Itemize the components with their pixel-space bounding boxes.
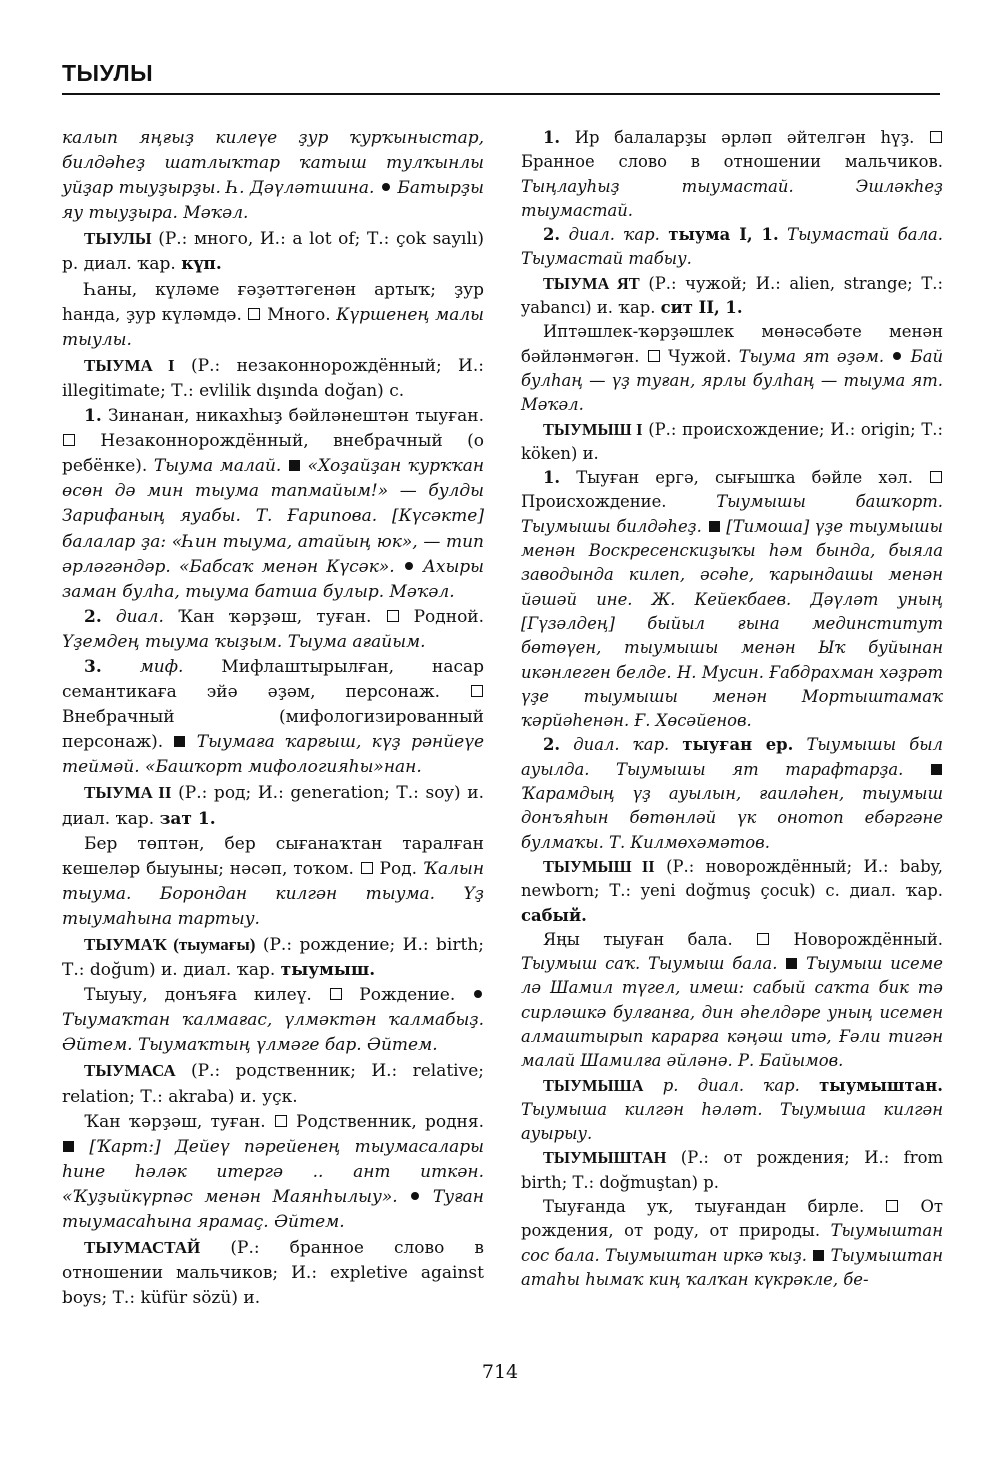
proverb-bullet-icon bbox=[411, 1192, 419, 1200]
cross-reference: тыума I, 1. bbox=[668, 225, 779, 245]
cross-reference: зат 1. bbox=[159, 808, 216, 829]
quote-text: [Тимоша] үҙе тыумышы менән Воскресенскиҙыҡы һәм бында, быяла заводында килеп, әсәһе, ҡарындашы менән йәшәй ине. Ж. Кейекбаев. Дәүләт уның [Гүзәлдең] быйыл ғына мединститут бөтөүен, тыумышы менән Ыҡ буйынан икәнлеген белде. Н. Мусин. Ғабдрахман хәҙрәт үҙе тыумышы менән Мортыштамаҡ ҡәрйәһенән. Ғ. Хөсәйенов. bbox=[521, 516, 943, 731]
entry-tyuma-1 bbox=[62, 353, 484, 404]
definition-text: Зинанан, никахһыҙ бәйләнештән тыуған. bbox=[107, 406, 484, 427]
russian-equivalent: Внебрачный (мифологизированный персонаж). bbox=[62, 707, 484, 753]
entry-tyumysh-2 bbox=[521, 855, 943, 928]
right-column bbox=[521, 126, 943, 1292]
russian-equivalent: Происхождение. bbox=[521, 492, 667, 512]
definition-text: Яңы тыуған бала. bbox=[543, 929, 733, 949]
proverb-bullet-icon bbox=[893, 352, 901, 360]
cross-reference: тыумыштан. bbox=[819, 1075, 943, 1095]
proverb-bullet-icon bbox=[405, 562, 413, 570]
translation-marker-icon bbox=[248, 308, 260, 320]
translation-marker-icon bbox=[930, 471, 942, 483]
quote-text: Тыумыштан атаһы һымаҡ киң ҡалҡан күкрәкле, бе- bbox=[521, 1245, 943, 1289]
entry-tyuly bbox=[62, 226, 484, 277]
headword: ТЫУМЫШ I bbox=[543, 419, 643, 439]
proverb-text: Ахыры заман булһа, тыума батша булыр. Мәҡәл. bbox=[62, 556, 485, 602]
quotation-marker-icon bbox=[174, 736, 185, 747]
translation-marker-icon bbox=[330, 988, 342, 1000]
proverb-text: Батырҙы яу тыуҙыра. Мәҡәл. bbox=[62, 178, 485, 224]
quotation-marker-icon bbox=[786, 958, 797, 969]
translation-marker-icon bbox=[930, 131, 942, 143]
russian-equivalent: От рождения, от роду, от природы. bbox=[521, 1197, 943, 1241]
example-text: Тыумыш саҡ. Тыумыш бала. bbox=[521, 954, 778, 974]
example-text: Тыума ят әҙәм. bbox=[738, 346, 885, 366]
sense-paragraph bbox=[521, 466, 943, 733]
headword: ТЫУЛЫ bbox=[84, 229, 152, 249]
entry-info: (Р.: происхождение; И.: origin; Т.: köken) и. bbox=[521, 419, 943, 463]
quotation-marker-icon bbox=[931, 764, 942, 775]
headword: ТЫУМА I bbox=[84, 355, 175, 375]
quotation-marker-icon bbox=[63, 1141, 74, 1152]
entry-info: (Р.: род; И.: generation; Т.: soy) и. диал. ҡар. bbox=[62, 783, 485, 829]
definition-paragraph bbox=[62, 278, 484, 353]
entry-info: (Р.: чужой; И.: alien, strange; Т.: yabancı) и. ҡар. bbox=[521, 273, 943, 318]
continued-entry bbox=[62, 126, 484, 226]
definition-paragraph bbox=[62, 832, 484, 932]
cross-reference: күп. bbox=[181, 254, 222, 275]
translation-marker-icon bbox=[471, 685, 483, 697]
proverb-text: Туған тыумасаһына ярамаҫ. Әйтем. bbox=[62, 1186, 484, 1233]
sense-number: 2. bbox=[543, 225, 561, 245]
cross-reference: сабый. bbox=[521, 905, 587, 925]
quote-text: калып яңғыҙ килеүе ҙур ҡурҡыныстар, билдәһеҙ шатлыҡтар ҡатыш тулҡынлы уйҙар тыуҙырҙы. Һ. Дәүләтшина. bbox=[62, 128, 484, 199]
quote-text: Тыумыш исеме лә Шамил түгел, имеш: сабый саҡта бик тә сирләшкә булғанға, дин әһелдәре уның исемен алмаштырып карарға кәңәш итә, Ғәли тигән малай Шамилға әйләнә. Р. Байымов. bbox=[521, 954, 943, 1071]
sense-number: 1. bbox=[543, 128, 561, 147]
sense-number: 1. bbox=[543, 468, 561, 488]
quotation-marker-icon bbox=[813, 1250, 824, 1261]
definition-paragraph bbox=[62, 983, 484, 1058]
definition-paragraph bbox=[521, 1195, 943, 1292]
definition-paragraph bbox=[521, 928, 943, 1074]
quote-text: Тыумаға ҡарғыш, күҙ рәнйеүе теймәй. «Башҡорт мифологияһы»нан. bbox=[62, 732, 485, 778]
usage-label: диал. ҡар. bbox=[573, 735, 670, 755]
headword: ТЫУМАСА bbox=[84, 1061, 176, 1081]
definition-text: Тыуғанда уҡ, тыуғандан бирле. bbox=[543, 1197, 865, 1217]
entry-info: (Р.: родственник; И.: relative; relation; Т.: akraba) и. уҫк. bbox=[62, 1061, 484, 1107]
translation-marker-icon bbox=[361, 862, 373, 874]
header-rule bbox=[62, 93, 940, 95]
usage-label: диал. bbox=[115, 606, 164, 627]
sense-number: 2. bbox=[84, 606, 102, 627]
russian-equivalent: Рождение. bbox=[359, 985, 456, 1006]
russian-equivalent: Родственник, родня. bbox=[296, 1111, 484, 1132]
entry-info: (Р.: незаконнорождённый; И.: illegitimate; Т.: evlilik dışında doğan) с. bbox=[62, 355, 484, 401]
sense-paragraph bbox=[521, 223, 943, 272]
entry-tyumak bbox=[62, 932, 484, 983]
definition-text: Ҡан ҡәрҙәш, туған. bbox=[84, 1111, 266, 1132]
definition-text: Тыуыу, донъяға килеү. bbox=[84, 985, 312, 1006]
headword: ТЫУМАҠ (тыумағы) bbox=[84, 935, 256, 954]
russian-equivalent: Род. bbox=[379, 858, 418, 879]
sense-paragraph bbox=[62, 605, 484, 655]
entry-info: (Р.: рождение; И.: birth; Т.: doğum) и. диал. ҡар. bbox=[62, 935, 485, 981]
entry-tyumasa bbox=[62, 1058, 484, 1109]
entry-info: (Р.: от рождения; И.: from birth; Т.: doğmuştan) р. bbox=[521, 1148, 943, 1192]
headword: ТЫУМАСТАЙ bbox=[84, 1238, 201, 1258]
entry-tyumastay bbox=[62, 1235, 484, 1311]
example-text: Тыумастай бала. Тыумастай табыу. bbox=[521, 225, 943, 269]
entry-tyumyshtan bbox=[521, 1146, 943, 1195]
sense-paragraph bbox=[521, 733, 943, 854]
quote-text: «Хоҙайҙан ҡурҡҡан өсөн дә мин тыума тапмайым!» — булды Зарифаның яуабы. Т. Ғарипова. [Күсәкте] балалар ҙа: «Һин тыума, атайың юк», — тип әрләгәндәр. «Бабсаҡ менән Күсәк». bbox=[62, 456, 485, 577]
definition-text: Тыуған ергә, сығышҡа бәйле хәл. bbox=[576, 468, 913, 488]
entry-tyumysh-1 bbox=[521, 418, 943, 467]
russian-equivalent: Новорождённый. bbox=[793, 929, 943, 949]
russian-equivalent: Родной. bbox=[413, 606, 485, 627]
entry-tyumysha bbox=[521, 1074, 943, 1147]
entry-info: р. диал. ҡар. bbox=[662, 1075, 800, 1095]
sense-paragraph bbox=[521, 126, 943, 223]
definition-paragraph bbox=[62, 1110, 484, 1235]
definition-text: Бер төптән, бер сығанаҡтан таралған кешеләр быуыны; нәсәп, тоҡом. bbox=[62, 833, 484, 879]
translation-marker-icon bbox=[648, 350, 660, 362]
quote-text: [Ҡарт:] Дейеү пәрейенең тыумасалары һине һәләк итергә .. ант иткән. «Ҡуҙыйкүрпәс менән Маянһылыу». bbox=[62, 1136, 484, 1207]
proverb-text: Бай булһаң — үҙ туған, ярлы булһаң — тыума ят. Мәҡәл. bbox=[521, 346, 944, 415]
headword: ТЫУМА ЯТ bbox=[543, 273, 640, 293]
example-text: Тыума малай. bbox=[153, 456, 282, 477]
usage-label: диал. ҡар. bbox=[568, 225, 660, 245]
definition-text: Ҡан ҡәрҙәш, туған. bbox=[178, 606, 372, 627]
headword: ТЫУМЫШТАН bbox=[543, 1148, 667, 1168]
proverb-bullet-icon bbox=[382, 183, 390, 191]
translation-marker-icon bbox=[275, 1115, 287, 1127]
quote-text: Ҡарамдың үҙ ауылын, ғаиләһен, тыумыш донъяһын бөтөнләй үк онотоп ебәргәне булмаҡы. Т. Килмөхәмәтов. bbox=[521, 784, 943, 852]
example-text: Ҡалын тыума. Борондан килгән тыума. Үҙ тыумаһына тартыу. bbox=[62, 858, 485, 929]
example-text: Тыңлауһыҙ тыумастай. Эшләкһеҙ тыумастай. bbox=[521, 176, 943, 220]
left-column bbox=[62, 126, 484, 1311]
proverb-text: Тыумаҡтан ҡалмағас, үлмәктән ҡалмабыҙ. Әйтем. Тыумаҡтың үлмәге бар. Әйтем. bbox=[62, 1010, 484, 1056]
definition-text: Иптәшлек-ҡәрҙәшлек мөнәсәбәте менән бәйләнмәгән. bbox=[521, 322, 943, 366]
definition-text: Һаны, күләме ғәҙәттәгенән артыҡ; ҙур һанда, ҙур күләмдә. bbox=[62, 279, 484, 325]
sense-paragraph bbox=[62, 404, 484, 605]
example-text: Күршенең малы тыулы. bbox=[62, 304, 485, 350]
entry-tyuma-yat bbox=[521, 272, 943, 321]
entry-tyuma-2 bbox=[62, 780, 484, 831]
translation-marker-icon bbox=[757, 933, 769, 945]
cross-reference: тыуған ер. bbox=[682, 735, 794, 755]
page-number: 714 bbox=[481, 1361, 519, 1383]
entry-info: (Р.: бранное слово в отношении мальчиков; И.: expletive against boys; Т.: küfür sözü) и. bbox=[62, 1238, 485, 1309]
sense-number: 1. bbox=[84, 406, 102, 427]
headword: ТЫУМА II bbox=[84, 783, 172, 803]
sense-number: 2. bbox=[543, 735, 561, 755]
sense-paragraph bbox=[62, 655, 484, 780]
example-text: Тыумыша килгән һәләт. Тыумыша килгән ауырыу. bbox=[521, 1099, 943, 1144]
translation-marker-icon bbox=[63, 434, 75, 446]
russian-equivalent: Незаконнорождённый, внебрачный (о ребёнке). bbox=[62, 431, 485, 477]
translation-marker-icon bbox=[886, 1200, 898, 1212]
definition-paragraph bbox=[521, 320, 943, 417]
proverb-bullet-icon bbox=[474, 990, 482, 998]
example-text: Тыумышы башҡорт. Тыумышы билдәһеҙ. bbox=[521, 492, 943, 536]
russian-equivalent: Много. bbox=[267, 304, 331, 325]
headword: ТЫУМЫША bbox=[543, 1075, 644, 1095]
running-head: ТЫУЛЫ bbox=[62, 60, 154, 86]
translation-marker-icon bbox=[387, 610, 399, 622]
quotation-marker-icon bbox=[289, 460, 300, 471]
definition-text: Ир балаларҙы әрләп әйтелгән һүҙ. bbox=[574, 128, 915, 147]
cross-reference: сит II, 1. bbox=[660, 298, 743, 318]
russian-equivalent: Бранное слово в отношении мальчиков. bbox=[521, 152, 943, 172]
entry-info: (Р.: новорождённый; И.: baby, newborn; Т.: yeni doğmuş çocuk) с. диал. ҡар. bbox=[521, 856, 943, 901]
usage-label: миф. bbox=[139, 656, 184, 677]
sense-number: 3. bbox=[84, 656, 102, 677]
definition-text: Мифлаштырылған, насар семантикаға эйә әҙәм, персонаж. bbox=[62, 656, 485, 703]
quotation-marker-icon bbox=[709, 521, 720, 532]
example-text: Үҙемдең тыума ҡыҙым. Тыума ағайым. bbox=[62, 631, 426, 652]
cross-reference: тыумыш. bbox=[280, 960, 376, 981]
entry-info: (Р.: много, И.: a lot of; Т.: çok sayılı) р. диал. ҡар. bbox=[62, 229, 484, 275]
headword: ТЫУМЫШ II bbox=[543, 856, 655, 876]
example-text: Тыумышы был ауылда. Тыумышы ят тарафтарҙа. bbox=[521, 735, 943, 779]
russian-equivalent: Чужой. bbox=[668, 346, 732, 366]
example-text: Тыумыштан сос бала. Тыумыштан иркә ҡыҙ. bbox=[521, 1221, 943, 1265]
